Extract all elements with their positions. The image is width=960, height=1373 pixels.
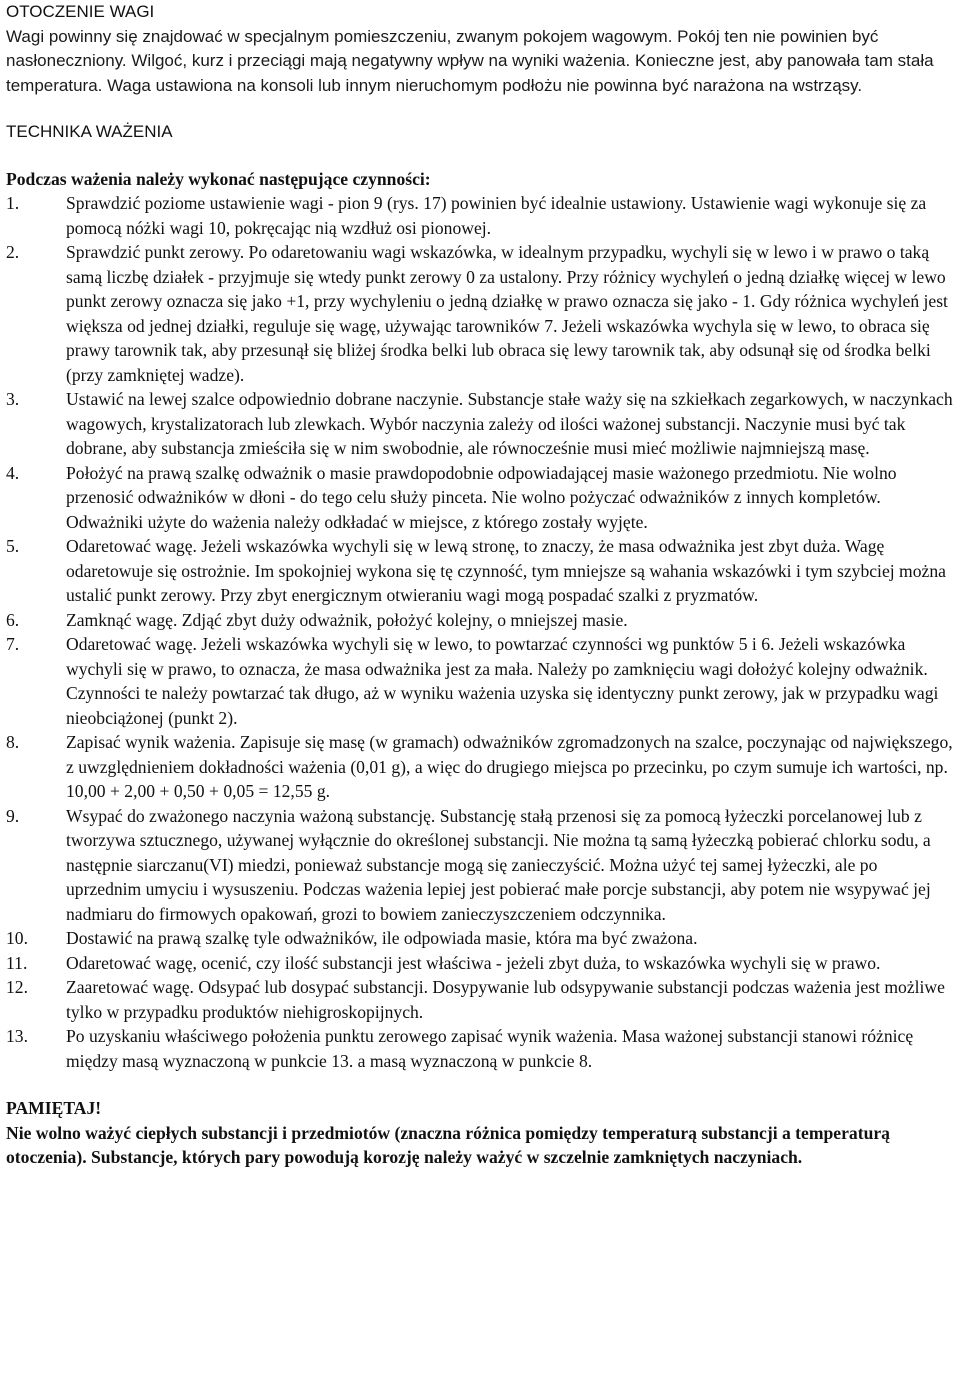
list-item — [6, 387, 956, 461]
step-number: 8. — [6, 732, 20, 752]
steps-list — [6, 191, 956, 1073]
document-page — [6, 0, 956, 1170]
warning-text: Nie wolno ważyć ciepłych substancji i przedmiotów (znaczna różnica pomiędzy temperaturą substancji a temperaturą otoczenia). Substancje, których pary powodują korozję należy ważyć w szczelnie zamkniętych naczyniach. — [6, 1122, 890, 1167]
list-item — [6, 240, 956, 387]
technique-heading: TECHNIKA WAŻENIA — [6, 122, 173, 141]
step-text: Odaretować wagę. Jeżeli wskazówka wychyli się w lewo, to powtarzać czynności wg punktów 5 i 6. Jeżeli wskazówka wychyli się w prawo, to oznacza, że masa odważnika jest za mała. Należy po zamknięciu wagi dołożyć kolejny odważnik. Czynności te należy powtarzać tak długo, aż w wyniku ważenia uzyska się identyczny punkt zerowy, jak w przypadku wagi nieobciążonej (punkt 2). — [66, 634, 939, 728]
list-item — [6, 804, 956, 927]
step-number: 7. — [6, 634, 20, 654]
list-item — [6, 461, 956, 535]
list-item — [6, 730, 956, 804]
step-text: Po uzyskaniu właściwego położenia punktu zerowego zapisać wynik ważenia. Masa ważonej substancji stanowi różnicę między masą wyznaczoną w punkcie 13. a masą wyznaczoną w punkcie 8. — [66, 1026, 914, 1071]
step-number: 6. — [6, 609, 20, 630]
list-item — [6, 1024, 956, 1073]
step-number: 13. — [6, 1026, 28, 1046]
step-text: Dostawić na prawą szalkę tyle odważników, ile odpowiada masie, która ma być zważona. — [66, 928, 698, 948]
list-item — [6, 534, 956, 608]
step-text: Odaretować wagę. Jeżeli wskazówka wychyli się w lewą stronę, to znaczy, że masa odważnika jest zbyt duża. Wagę odaretowuje się ostrożnie. Im spokojniej wykona się tę czynność, tym mniejsze są wahania wskazówki i tym szybciej można ustalić punkt zerowy. Przy zbyt energicznym otwieraniu wagi mogą pospadać szalki z pryzmatów. — [66, 536, 946, 605]
step-text: Odaretować wagę, ocenić, czy ilość substancji jest właściwa - jeżeli zbyt duża, to wskazówka wychyli się w prawo. — [66, 952, 881, 973]
step-number: 5. — [6, 536, 20, 556]
list-item — [6, 926, 956, 951]
step-text: Ustawić na lewej szalce odpowiednio dobrane naczynie. Substancje stałe waży się na szkiełkach zegarkowych, w naczynkach wagowych, krystalizatorach lub zlewkach. Wybór naczynia zależy od ilości ważonej substancji. Naczynie musi być tak dobrane, aby substancja zmieściła się w nim swobodnie, ale równocześnie musi mieć możliwie najmniejszą masę. — [66, 389, 953, 458]
step-number: 4. — [6, 462, 20, 483]
list-item — [6, 191, 956, 240]
list-item — [6, 975, 956, 1024]
list-item — [6, 951, 956, 976]
step-number: 2. — [6, 242, 20, 262]
warning-title: PAMIĘTAJ! — [6, 1098, 102, 1118]
step-text: Zapisać wynik ważenia. Zapisuje się masę (w gramach) odważników zgromadzonych na szalce, poczynając od największego, z uwzględnieniem dokładności ważenia (0,01 g), a więc do drugiego miejsca po przecinku, po czym sumuje ich wartości, np. 10,00 + 2,00 + 0,50 + 0,05 = 12,55 g. — [66, 732, 953, 801]
step-number: 9. — [6, 805, 20, 826]
step-number: 12. — [6, 977, 28, 997]
environment-paragraph: Wagi powinny się znajdować w specjalnym pomieszczeniu, zwanym pokojem wagowym. Pokój ten nie powinien być nasłoneczniony. Wilgoć, kurz i przeciągi mają negatywny wpływ na wyniki ważenia. Konieczne jest, aby panowała tam stała temperatura. Waga ustawiona na konsoli lub innym nieruchomym podłożu nie powinna być narażona na wstrząsy. — [6, 26, 934, 95]
step-text: Położyć na prawą szalkę odważnik o masie prawdopodobnie odpowiadającej masie ważonego przedmiotu. Nie wolno przenosić odważników w dłoni - do tego celu służy pinceta. Nie wolno pożyczać odważników z innych kompletów. Odważniki użyte do ważenia należy odkładać w miejsce, z którego zostały wyjęte. — [66, 462, 897, 532]
list-item — [6, 608, 956, 633]
step-number: 11. — [6, 952, 28, 973]
step-text: Sprawdzić poziome ustawienie wagi - pion 9 (rys. 17) powinien być idealnie ustawiony. Ustawienie wagi wykonuje się za pomocą nóżki wagi 10, pokręcając nią wzdłuż osi pionowej. — [66, 193, 927, 238]
steps-intro: Podczas ważenia należy wykonać następujące czynności: — [6, 168, 431, 189]
step-text: Zamknąć wagę. Zdjąć zbyt duży odważnik, położyć kolejny, o mniejszej masie. — [66, 609, 628, 630]
step-number: 3. — [6, 389, 20, 409]
environment-heading: OTOCZENIE WAGI — [6, 2, 155, 21]
step-number: 10. — [6, 928, 28, 948]
step-text: Sprawdzić punkt zerowy. Po odaretowaniu wagi wskazówka, w idealnym przypadku, wychyli się w lewo i w prawo o taką samą liczbę działek - przyjmuje się wtedy punkt zerowy 0 za ustalony. Przy różnicy wychyleń o jedną działkę więcej w lewo punkt zerowy oznacza się jako +1, przy wychyleniu o jedną działkę w prawo oznacza się jako - 1. Gdy różnica wychyleń jest większa od jednej działki, reguluje się wagę, używając tarowników 7. Jeżeli wskazówka wychyla się w lewo, to obraca się prawy tarownik tak, aby przesunął się bliżej środka belki lub obraca się lewy tarownik tak, aby odsunął się od środka belki (przy zamkniętej wadze). — [66, 242, 948, 385]
step-text: Zaaretować wagę. Odsypać lub dosypać substancji. Dosypywanie lub odsypywanie substancji podczas ważenia jest możliwe tylko w przypadku produktów niehigroskopijnych. — [66, 977, 945, 1022]
step-number: 1. — [6, 193, 20, 213]
step-text: Wsypać do zważonego naczynia ważoną substancję. Substancję stałą przenosi się za pomocą łyżeczki porcelanowej lub z tworzywa sztucznego, używanej wyłącznie do określonej substancji. Nie można tą samą łyżeczką pobierać chlorku sodu, a następnie siarczanu(VI) miedzi, ponieważ substancje mogą się zanieczyścić. Można użyć tej samej łyżeczki, ale po uprzednim umyciu i wysuszeniu. Podczas ważenia lepiej jest pobierać małe porcje substancji, aby potem nie wsypywać jej nadmiaru do firmowych opakowań, grozi to bowiem zanieczyszczeniem odczynnika. — [66, 805, 931, 924]
list-item — [6, 632, 956, 730]
